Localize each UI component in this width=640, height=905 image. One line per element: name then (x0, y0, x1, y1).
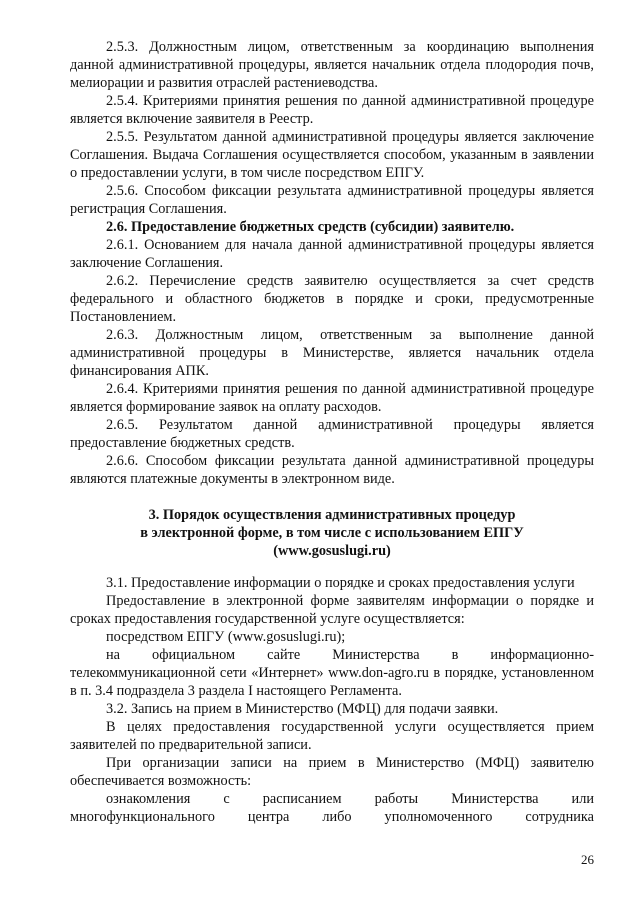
paragraph-3-1-intro: Предоставление в электронной форме заявителям информации о порядке и сроках предоставления государственной услуге осуществляется: (70, 593, 594, 627)
section-title-line-3: (www.gosuslugi.ru) (273, 543, 391, 559)
section-3-title (70, 506, 594, 560)
paragraph-2-5-3: 2.5.3. Должностным лицом, ответственным за координацию выполнения данной административной процедуры, является начальник отдела плодородия почв, мелиорации и развития отраслей растениеводства. (70, 39, 594, 91)
paragraph-2-6-1: 2.6.1. Основанием для начала данной административной процедуры является заключение Соглашения. (70, 237, 594, 271)
paragraph-2-6-3: 2.6.3. Должностным лицом, ответственным за выполнение данной административной процедуры в Министерстве, является начальник отдела финансирования АПК. (70, 327, 594, 379)
section-title-line-1: 3. Порядок осуществления административных процедур (148, 507, 516, 523)
paragraph-2-6-2: 2.6.2. Перечисление средств заявителю осуществляется за счет средств федерального и областного бюджетов в порядке и сроки, предусмотренные Постановлением. (70, 273, 594, 325)
paragraph-3-2-possibility: При организации записи на прием в Министерство (МФЦ) заявителю обеспечивается возможность: (70, 755, 594, 789)
section-title-line-2: в электронной форме, в том числе с использованием ЕПГУ (140, 525, 524, 541)
paragraph-3-1-epgu: посредством ЕПГУ (www.gosuslugi.ru); (106, 629, 346, 645)
paragraph-2-5-6: 2.5.6. Способом фиксации результата административной процедуры является регистрация Соглашения. (70, 183, 594, 217)
paragraph-2-5-5: 2.5.5. Результатом данной административной процедуры является заключение Соглашения. Выдача Соглашения осуществляется способом, указанным в заявлении о предоставлении услуги, в том числе посредством ЕПГУ. (70, 129, 594, 181)
last-line-1: ознакомления с расписанием работы Министерства или (106, 791, 594, 807)
document-page (70, 38, 594, 826)
paragraph-3-1-site: на официальном сайте Министерства в информационно-телекоммуникационной сети «Интернет» www.don-agro.ru в порядке, установленном в п. 3.4 подраздела 3 раздела I настоящего Регламента. (70, 647, 594, 699)
page-number: 26 (581, 852, 594, 867)
subheading-2-6: 2.6. Предоставление бюджетных средств (субсидии) заявителю. (106, 219, 515, 235)
paragraph-3-2-item (70, 790, 594, 808)
paragraph-3-2: 3.2. Запись на прием в Министерство (МФЦ) для подачи заявки. (106, 701, 499, 717)
paragraph-3-2-item-cont (70, 808, 594, 826)
paragraph-2-6-5: 2.6.5. Результатом данной административной процедуры является предоставление бюджетных средств. (70, 417, 594, 451)
paragraph-2-5-4: 2.5.4. Критериями принятия решения по данной административной процедуре является включение заявителя в Реестр. (70, 93, 594, 127)
last-line-2: многофункционального центра либо уполномоченного сотрудника (70, 809, 594, 825)
paragraph-3-1: 3.1. Предоставление информации о порядке и сроках предоставления услуги (106, 575, 575, 591)
paragraph-2-6-6: 2.6.6. Способом фиксации результата данной административной процедуры являются платежные документы в электронном виде. (70, 453, 594, 487)
paragraph-2-6-4: 2.6.4. Критериями принятия решения по данной административной процедуре является формирование заявок на оплату расходов. (70, 381, 594, 415)
paragraph-3-2-intro: В целях предоставления государственной услуги осуществляется прием заявителей по предварительной записи. (70, 719, 594, 753)
